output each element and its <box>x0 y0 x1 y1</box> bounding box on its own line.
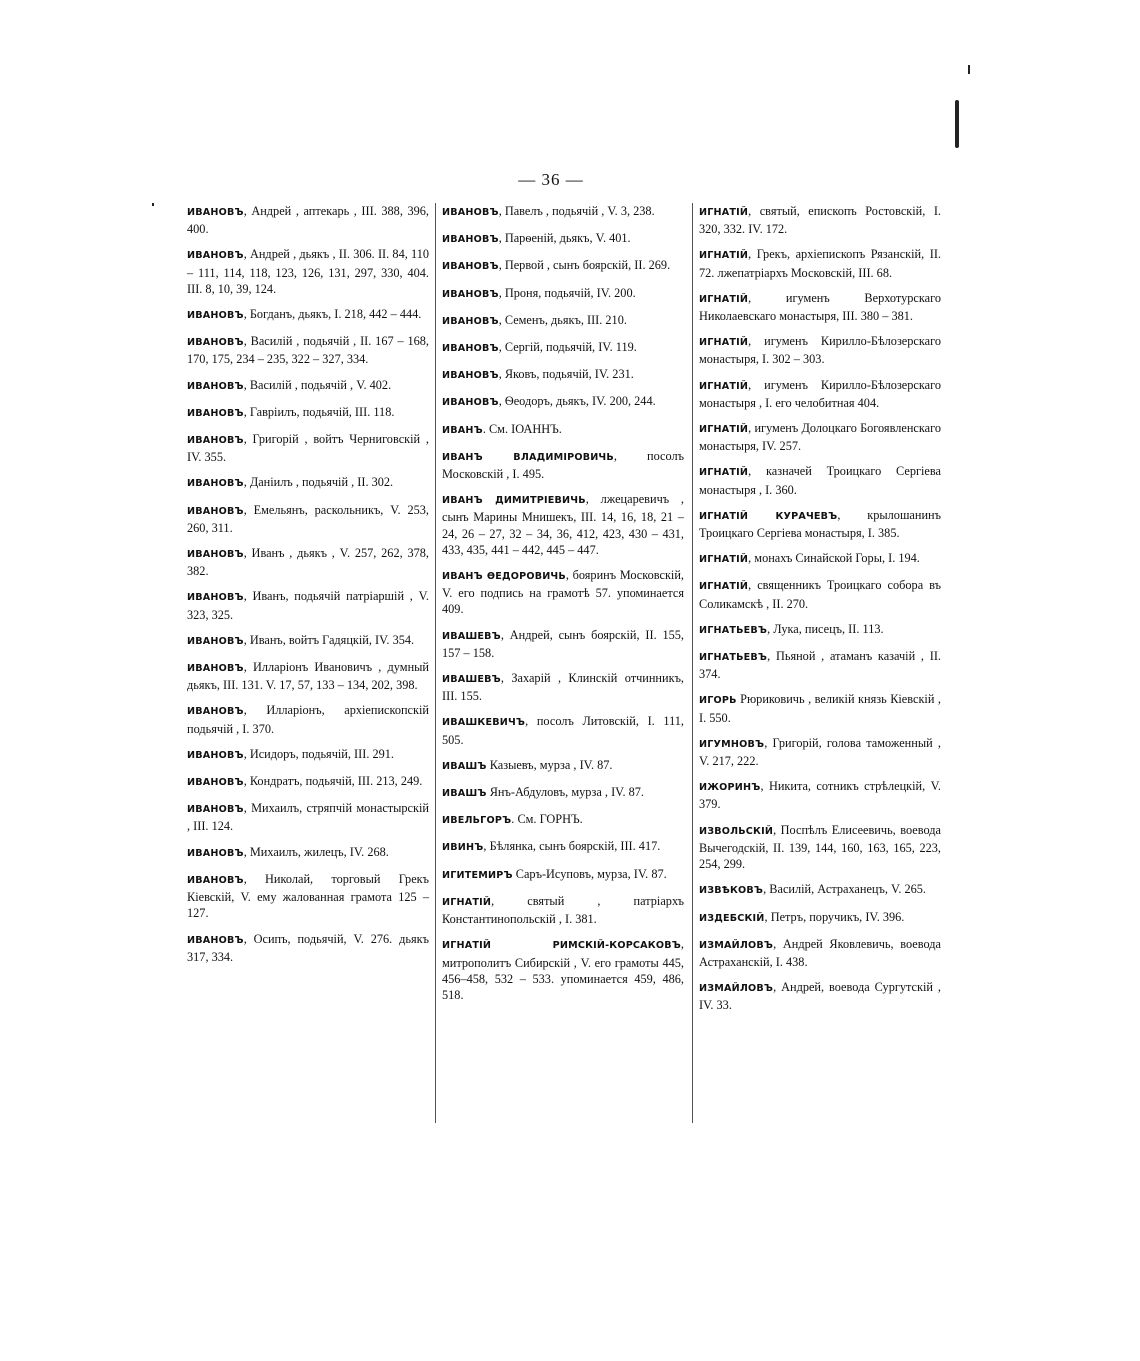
index-entry <box>699 550 941 568</box>
entry-text: , Гавріилъ, подьячій, III. 118. <box>243 404 395 419</box>
entry-headword: ИВАНОВЪ <box>187 407 244 419</box>
index-entry <box>442 366 684 384</box>
entry-headword: ИЖОРИНЪ <box>699 782 761 794</box>
entry-text: , Илларіонъ, архіепископскій подьячій , I. 370. <box>187 703 429 736</box>
entry-headword: ИВАНОВЪ <box>187 874 244 886</box>
ink-speck <box>968 65 970 74</box>
entry-headword: ИВАНЪ ДИМИТРІЕВИЧЬ <box>442 495 586 507</box>
index-entry <box>442 627 684 661</box>
index-entry <box>699 377 941 411</box>
entry-headword: ИГНАТІЙ КУРАЧЕВЪ <box>699 510 838 522</box>
index-entry <box>187 246 429 297</box>
entry-text: , Емельянъ, раскольникъ, V. 253, 260, 311. <box>187 502 429 535</box>
index-entry <box>699 577 941 611</box>
entry-headword: ИВАНОВЪ <box>187 663 244 675</box>
entry-text: , Яковъ, подьячій, IV. 231. <box>498 367 634 382</box>
entry-text: , лжецаревичъ , сынъ Марины Мнишекъ, III. 14, 16, 18, 21 – 24, 26 – 27, 32 – 34, 36, 412, 423, 430 – 431, 433, 435, 441 – 442, 445 – 447. <box>442 492 684 557</box>
entry-text: , Василій , подьячій , II. 167 – 168, 170, 175, 234 – 235, 322 – 327, 334. <box>187 334 429 367</box>
index-entry <box>442 421 684 439</box>
entry-headword: ИВАШКЕВИЧЪ <box>442 717 526 729</box>
entry-text: , Захарій , Клинскій отчинникъ, III. 155. <box>442 671 684 704</box>
index-entry <box>442 567 684 618</box>
column-divider <box>435 203 436 1123</box>
index-entry <box>442 670 684 704</box>
page-number: — 36 — <box>518 170 584 189</box>
entry-headword: ИГНАТІЙ РИМСКІЙ-КОРСАКОВЪ <box>442 940 681 952</box>
entry-text: , Павелъ , подьячій , V. 3, 238. <box>498 204 655 218</box>
entry-text: , посолъ Московскій , I. 495. <box>442 448 684 482</box>
entry-text: , Андрей , дьякъ , II. 306. II. 84, 110 – 111, 114, 118, 123, 126, 131, 297, 330, 404. III. 8, 10, 39, 124. <box>187 247 429 296</box>
entry-text: , монахъ Синайской Горы, I. 194. <box>748 551 920 566</box>
entry-headword: ИВАНОВЪ <box>187 310 244 322</box>
entry-headword: ИВАШЕВЪ <box>442 630 501 642</box>
entry-text: , игуменъ Кирилло-Бѣлозерскаго монастыря, I. 302 – 303. <box>699 334 941 367</box>
index-entry <box>187 588 429 622</box>
entry-text: , Грекъ, архіепископъ Рязанскій, II. 72. лжепатріархъ Московскій, III. 68. <box>699 247 941 280</box>
index-column-3 <box>699 203 941 1023</box>
entry-text: , бояринъ Московскій, V. его подпись на грамотѣ 57. упоминается 409. <box>442 568 684 617</box>
index-entry <box>187 659 429 693</box>
index-entry <box>187 800 429 834</box>
entry-headword: ИВАНОВЪ <box>187 706 244 718</box>
entry-headword: ИВАНОВЪ <box>442 288 499 300</box>
index-entry <box>187 545 429 579</box>
entry-headword: ИГНАТІЙ <box>699 424 749 436</box>
index-entry <box>187 871 429 922</box>
ink-speck <box>152 203 154 206</box>
index-entry <box>442 285 684 303</box>
entry-text: Янъ-Абдуловъ, мурза , IV. 87. <box>486 785 644 800</box>
index-entry <box>699 822 941 873</box>
entry-text: , Поспѣлъ Елисеевичь, воевода Вычегодскій, II. 139, 144, 160, 163, 165, 223, 254, 299. <box>699 822 941 872</box>
index-entry <box>699 881 941 899</box>
entry-headword: ИВАНОВЪ <box>187 435 244 447</box>
entry-headword: ИВАНОВЪ <box>187 549 244 561</box>
entry-headword: ИГНАТІЙ <box>699 581 749 593</box>
index-entry <box>187 377 429 395</box>
index-column-1 <box>187 203 429 974</box>
entry-headword: ИВИНЪ <box>442 842 484 854</box>
entry-text: , Пьяной , атаманъ казачій , II. 374. <box>699 649 941 682</box>
index-entry <box>442 713 684 747</box>
entry-text: , Первой , сынъ боярскій, II. 269. <box>498 258 671 273</box>
entry-headword: ИГНАТЬЕВЪ <box>699 624 768 636</box>
entry-headword: ИВАНЪ <box>442 424 483 436</box>
entry-headword: ИЗМАЙЛОВЪ <box>699 983 774 995</box>
index-entry <box>187 746 429 764</box>
index-entry <box>699 735 941 769</box>
entry-headword: ИВАНОВЪ <box>187 635 244 647</box>
index-entry <box>442 757 684 775</box>
entry-text: , Даніилъ , подьячій , II. 302. <box>243 475 394 490</box>
entry-text: , Василій, Астраханецъ, V. 265. <box>763 882 926 897</box>
entry-headword: ИВАНОВЪ <box>187 847 244 859</box>
index-entry <box>442 936 684 1003</box>
entry-text: . См. ІОАННЪ. <box>482 421 562 436</box>
entry-headword: ИГОРЬ <box>699 695 737 707</box>
entry-headword: ИЗМАЙЛОВЪ <box>699 939 774 951</box>
entry-text: , Парѳеній, дьякъ, V. 401. <box>498 231 631 246</box>
entry-headword: ИВАНОВЪ <box>187 207 244 218</box>
index-entry <box>442 339 684 357</box>
entry-headword: ИГНАТЬЕВЪ <box>699 652 768 664</box>
entry-text: , святый , патріархъ Константинопольскій , I. 381. <box>442 893 684 927</box>
index-entry <box>187 404 429 422</box>
entry-headword: ИВАНОВЪ <box>442 207 499 218</box>
entry-headword: ИВАНОВЪ <box>442 397 499 409</box>
entry-text: , Лука, писецъ, II. 113. <box>767 621 884 636</box>
entry-text: , Григорій , войтъ Черниговскій , IV. 355. <box>187 432 429 465</box>
entry-text: , игуменъ Долоцкаго Богоявленскаго монастыря, IV. 257. <box>699 421 941 454</box>
index-entry <box>442 491 684 558</box>
entry-headword: ИВАНОВЪ <box>187 592 244 604</box>
entry-text: , Михаилъ, стряпчій монастырскій , III. 124. <box>187 801 429 834</box>
entry-text: , Григорій, голова таможенный , V. 217, 222. <box>699 735 941 769</box>
index-entry <box>442 811 684 829</box>
entry-headword: ИВАНОВЪ <box>187 337 244 349</box>
index-entry <box>699 936 941 970</box>
entry-text: , Иванъ, подьячій патріаршій , V. 323, 325. <box>187 589 429 622</box>
entry-text: , посолъ Литовскій, I. 111, 505. <box>442 714 684 747</box>
entry-headword: ИВАНЪ ВЛАДИМІРОВИЧЬ <box>442 451 614 463</box>
entry-headword: ИВАШЪ <box>442 760 487 772</box>
index-entry <box>699 507 941 541</box>
entry-headword: ИВАНОВЪ <box>442 261 499 273</box>
entry-headword: ИГНАТІЙ <box>699 380 749 392</box>
index-entry <box>699 333 941 367</box>
entry-text: , Богданъ, дьякъ, I. 218, 442 – 444. <box>243 307 422 322</box>
index-entry <box>187 306 429 324</box>
entry-headword: ИЗВѢКОВЪ <box>699 885 764 897</box>
entry-headword: ИВАНОВЪ <box>187 250 244 262</box>
index-entry <box>187 931 429 965</box>
index-entry <box>442 393 684 411</box>
index-entry <box>699 290 941 324</box>
entry-headword: ИГНАТІЙ <box>699 467 749 479</box>
entry-headword: ИГНАТІЙ <box>442 896 492 908</box>
entry-headword: ИВАНОВЪ <box>187 777 244 789</box>
entry-headword: ИГНАТІЙ <box>699 554 749 566</box>
entry-text: , Петръ, поручикъ, IV. 396. <box>764 909 905 924</box>
index-entry <box>442 838 684 856</box>
entry-text: , Илларіонъ Ивановичъ , думный дьякъ, III. 131. V. 17, 57, 133 – 134, 202, 398. <box>187 660 429 693</box>
entry-text: , Сергій, подьячій, IV. 119. <box>498 340 637 355</box>
entry-headword: ИГНАТІЙ <box>699 250 749 262</box>
column-divider <box>692 203 693 1123</box>
entry-text: , казначей Троицкаго Сергіева монастыря , I. 360. <box>699 464 941 497</box>
entry-headword: ИЗВОЛЬСКІЙ <box>699 825 774 837</box>
entry-text: , Иванъ , дьякъ , V. 257, 262, 378, 382. <box>187 546 429 579</box>
entry-headword: ИВАНОВЪ <box>187 804 244 816</box>
index-entry <box>442 203 684 221</box>
index-entry <box>442 448 684 482</box>
index-entry <box>442 784 684 802</box>
entry-headword: ИВАШЕВЪ <box>442 674 501 686</box>
entry-text: . См. ГОРНЪ. <box>511 812 583 827</box>
page-edge-smudge <box>955 100 959 148</box>
entry-text: , игуменъ Верхотурскаго Николаевскаго монастыря, III. 380 – 381. <box>699 290 941 324</box>
entry-headword: ИВАНОВЪ <box>442 370 499 382</box>
entry-headword: ИВАНОВЪ <box>187 505 244 517</box>
entry-text: , крылошанинъ Троицкаго Сергіева монастыря, I. 385. <box>699 507 941 541</box>
entry-headword: ИВАШЪ <box>442 788 487 800</box>
index-entry <box>187 474 429 492</box>
entry-headword: ИВАНОВЪ <box>187 478 244 490</box>
index-entry <box>442 866 684 884</box>
entry-text: , Андрей, воевода Сургутскій , IV. 33. <box>699 980 941 1013</box>
index-entry <box>442 312 684 330</box>
entry-text: Рюриковичь , великій князь Кіевскій , I. 550. <box>699 692 941 725</box>
entry-text: , игуменъ Кирилло-Бѣлозерскаго монастыря , I. его челобитная 404. <box>699 377 941 410</box>
entry-text: , Василій , подьячій , V. 402. <box>243 377 392 392</box>
index-entry <box>442 257 684 275</box>
entry-text: , Михаилъ, жилецъ, IV. 268. <box>243 844 389 859</box>
entry-text: Казыевъ, мурза , IV. 87. <box>486 757 613 772</box>
entry-headword: ИВАНОВЪ <box>187 380 244 392</box>
index-entry <box>699 621 941 639</box>
entry-headword: ИВАНОВЪ <box>442 343 499 355</box>
entry-text: , Исидоръ, подьячій, III. 291. <box>243 746 394 761</box>
entry-text: , Андрей Яковлевичь, воевода Астраханскій, I. 438. <box>699 936 941 969</box>
index-entry <box>187 773 429 791</box>
entry-headword: ИГНАТІЙ <box>699 337 749 349</box>
entry-headword: ИВАНОВЪ <box>442 234 499 246</box>
index-entry <box>699 463 941 497</box>
index-entry <box>699 691 941 725</box>
index-entry <box>187 333 429 367</box>
entry-headword: ИВЕЛЬГОРЪ <box>442 815 512 827</box>
entry-text: , митрополитъ Сибирскій , V. его грамоты 445, 456–458, 532 – 533. упоминается 459, 486, 518. <box>442 937 684 1002</box>
entry-text: , святый, епископъ Ростовскій, I. 320, 332. IV. 172. <box>699 204 941 237</box>
entry-text: , Николай, торговый Грекъ Кіевскій, V. ему жалованная грамота 125 – 127. <box>187 871 429 921</box>
index-entry <box>187 203 429 237</box>
index-entry <box>187 844 429 862</box>
entry-headword: ИГНАТІЙ <box>699 293 749 305</box>
index-entry <box>442 230 684 248</box>
entry-headword: ИГНАТІЙ <box>699 207 749 218</box>
entry-headword: ИГУМНОВЪ <box>699 738 765 750</box>
entry-text: , Андрей , аптекарь , III. 388, 396, 400. <box>187 204 429 237</box>
index-entry <box>699 979 941 1013</box>
entry-text: , Проня, подьячій, IV. 200. <box>498 285 636 300</box>
entry-text: Саръ-Исуповъ, мурза, IV. 87. <box>512 866 667 881</box>
entry-text: , Семенъ, дьякъ, III. 210. <box>498 312 627 327</box>
index-entry <box>187 502 429 536</box>
index-entry <box>699 778 941 812</box>
index-entry <box>699 246 941 280</box>
index-entry <box>442 893 684 927</box>
entry-text: , Никита, сотникъ стрѣлецкій, V. 379. <box>699 779 941 812</box>
index-entry <box>187 632 429 650</box>
entry-headword: ИЗДЕБСКІЙ <box>699 912 765 924</box>
entry-text: , Кондратъ, подьячій, III. 213, 249. <box>243 774 423 789</box>
index-entry <box>699 420 941 454</box>
entry-headword: ИВАНОВЪ <box>187 749 244 761</box>
index-column-2 <box>442 203 684 1012</box>
entry-text: , Иванъ, войтъ Гадяцкій, IV. 354. <box>243 632 415 647</box>
entry-text: , Андрей, сынъ боярскій, II. 155, 157 – 158. <box>442 627 684 660</box>
index-entry <box>187 431 429 465</box>
entry-headword: ИВАНОВЪ <box>442 315 499 327</box>
entry-text: , Осипъ, подьячій, V. 276. дьякъ 317, 334. <box>187 931 429 964</box>
index-entry <box>187 702 429 736</box>
entry-headword: ИВАНЪ ѲЕДОРОВИЧЬ <box>442 571 566 583</box>
entry-text: , священникъ Троицкаго собора въ Соликамскѣ , II. 270. <box>699 578 941 611</box>
index-entry <box>699 203 941 237</box>
entry-text: , Ѳеодоръ, дьякъ, IV. 200, 244. <box>498 394 656 409</box>
entry-headword: ИВАНОВЪ <box>187 934 244 946</box>
entry-text: , Бѣлянка, сынъ боярскій, III. 417. <box>483 839 661 854</box>
index-entry <box>699 648 941 682</box>
index-entry <box>699 909 941 927</box>
entry-headword: ИГИТЕМИРЪ <box>442 869 513 881</box>
